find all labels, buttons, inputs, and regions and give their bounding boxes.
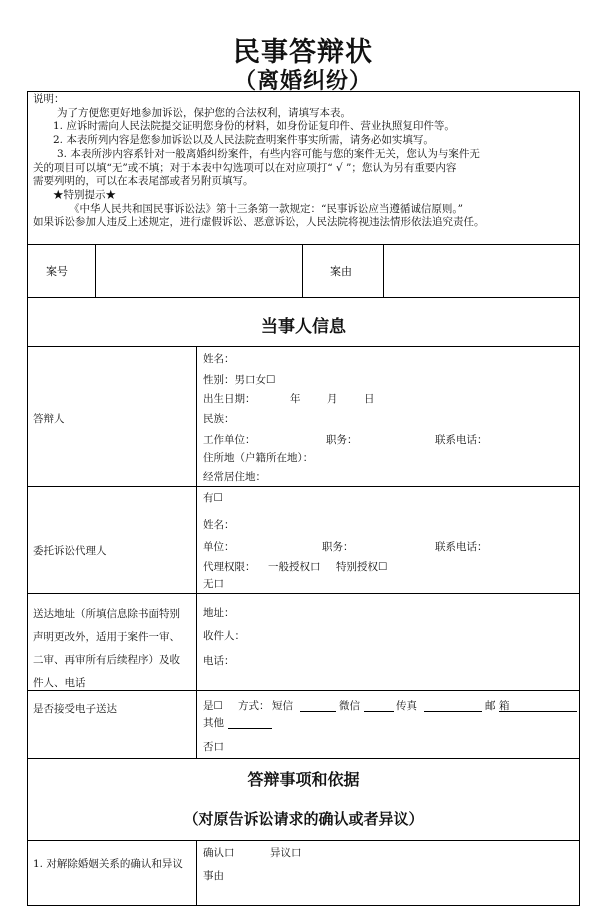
item1-reason-field[interactable]: 事由 [203, 870, 224, 882]
service-label-line: 二审、再审所有后续程序）及收 [33, 654, 180, 666]
instruction-line: 1. 应诉时需向人民法院提交证明您身份的材料，如身份证复印件、营业执照复印件等。 [53, 120, 455, 133]
instructions-heading: 说明： [33, 93, 65, 105]
item1-confirm-checkbox[interactable]: 确认口 [203, 847, 235, 859]
rule-defense-header-bottom [27, 840, 580, 841]
agent-authority-label: 代理权限： [203, 561, 256, 573]
agent-position-field[interactable]: 职务： [322, 541, 354, 553]
rule-party-header-bottom [27, 346, 580, 347]
service-recipient-field[interactable]: 收件人： [203, 630, 245, 642]
respondent-residence-field[interactable]: 住所地（户籍所在地）： [203, 452, 314, 464]
agent-yes-checkbox[interactable]: 有☐ [203, 492, 223, 504]
agent-label: 委托诉讼代理人 [33, 545, 107, 557]
instruction-line: 3. 本表所涉内容系针对一般离婚纠纷案件，有些内容可能与您的案件无关，您认为与案件无 [57, 147, 480, 160]
respondent-phone-field[interactable]: 联系电话： [435, 434, 488, 446]
service-address-label [33, 603, 180, 695]
electronic-method-label: 方式： [238, 700, 270, 712]
fax-input[interactable] [424, 701, 482, 712]
service-address-field[interactable]: 地址： [203, 607, 235, 619]
other-input[interactable] [228, 718, 272, 729]
respondent-birth-field[interactable]: 出生日期： [203, 393, 256, 405]
rule-respondent-bottom [27, 486, 580, 487]
case-cause-field[interactable] [384, 245, 579, 296]
respondent-workplace-field[interactable]: 工作单位： [203, 434, 256, 446]
document-subtitle: （离婚纠纷） [233, 68, 372, 94]
instruction-line: 关的项目可以填“无”或不填；对于本表中勾选项可以在对应项打“ √ ”；您认为另有重要内容 [33, 161, 457, 174]
instruction-line: 如果诉讼参加人违反上述规定，进行虚假诉讼、恶意诉讼，人民法院将视违法情形依法追究责任。 [33, 216, 485, 229]
agent-name-field[interactable]: 姓名： [203, 519, 235, 531]
birth-year-label: 年 [290, 393, 301, 405]
authority-special-checkbox[interactable]: 特别授权☐ [336, 561, 388, 573]
wechat-label: 微信 [339, 700, 360, 712]
agent-unit-field[interactable]: 单位： [203, 541, 235, 553]
electronic-no-checkbox[interactable]: 否口 [203, 741, 224, 753]
service-phone-field[interactable]: 电话： [203, 655, 235, 667]
defense-heading: 答辩事项和依据 [247, 770, 360, 789]
fax-label: 传真 [396, 700, 417, 712]
instruction-line: 2. 本表所列内容是您参加诉讼以及人民法院查明案件事实所需，请务必如实填写。 [53, 134, 434, 147]
service-label-line: 送达地址（所填信息除书面特别 [33, 608, 180, 620]
rule-party-col [196, 346, 197, 758]
party-info-heading: 当事人信息 [261, 317, 346, 337]
respondent-gender-field[interactable]: 性别：男口女☐ [203, 374, 276, 386]
document-title: 民事答辩状 [233, 37, 373, 68]
wechat-input[interactable] [364, 701, 394, 712]
electronic-yes-checkbox[interactable]: 是☐ [203, 700, 223, 712]
case-number-label: 案号 [46, 265, 68, 278]
agent-no-checkbox[interactable]: 无口 [203, 578, 224, 590]
authority-general-checkbox[interactable]: 一般授权口 [268, 561, 321, 573]
instruction-line: 为了方便您更好地参加诉讼，保护您的合法权利，请填写本表。 [57, 106, 351, 119]
rule-agent-bottom [27, 593, 580, 594]
case-cause-label: 案由 [330, 265, 352, 278]
rule-case-v2 [302, 244, 303, 297]
sms-input[interactable] [300, 701, 336, 712]
sms-label: 短信 [272, 700, 293, 712]
respondent-name-field[interactable]: 姓名： [203, 353, 235, 365]
rule-case-bottom [27, 297, 580, 298]
service-label-line: 件人、电话 [33, 677, 86, 689]
instruction-line: 《中华人民共和国民事诉讼法》第十三条第一款规定：“民事诉讼应当遵循诚信原则。” [69, 202, 463, 215]
rule-electronic-bottom [27, 758, 580, 759]
respondent-ethnicity-field[interactable]: 民族： [203, 413, 235, 425]
agent-phone-field[interactable]: 联系电话： [435, 541, 488, 553]
respondent-habitual-residence-field[interactable]: 经常居住地： [203, 471, 266, 483]
instructions [33, 93, 573, 230]
special-notice-heading: ★特别提示★ [53, 188, 116, 201]
birth-day-label: 日 [364, 393, 375, 405]
defense-subheading: （对原告诉讼请求的确认或者异议） [183, 810, 424, 828]
respondent-label: 答辩人 [33, 413, 65, 425]
service-label-line: 声明更改外，适用于案件一审、 [33, 631, 180, 643]
item1-label: 1. 对解除婚姻关系的确认和异议 [33, 858, 183, 870]
respondent-position-field[interactable]: 职务： [326, 434, 358, 446]
item1-object-checkbox[interactable]: 异议口 [270, 847, 302, 859]
mail-label: 邮 [485, 700, 496, 712]
rule-item1-col [196, 840, 197, 906]
instruction-line: 需要列明的，可以在本表尾部或者另附页填写。 [33, 175, 254, 188]
other-label: 其他 [203, 717, 224, 729]
email-input[interactable] [499, 701, 577, 712]
mailbox-label: 箱 [499, 700, 510, 712]
birth-month-label: 月 [327, 393, 338, 405]
case-number-field[interactable] [96, 245, 301, 296]
electronic-service-label: 是否接受电子送达 [33, 703, 117, 715]
